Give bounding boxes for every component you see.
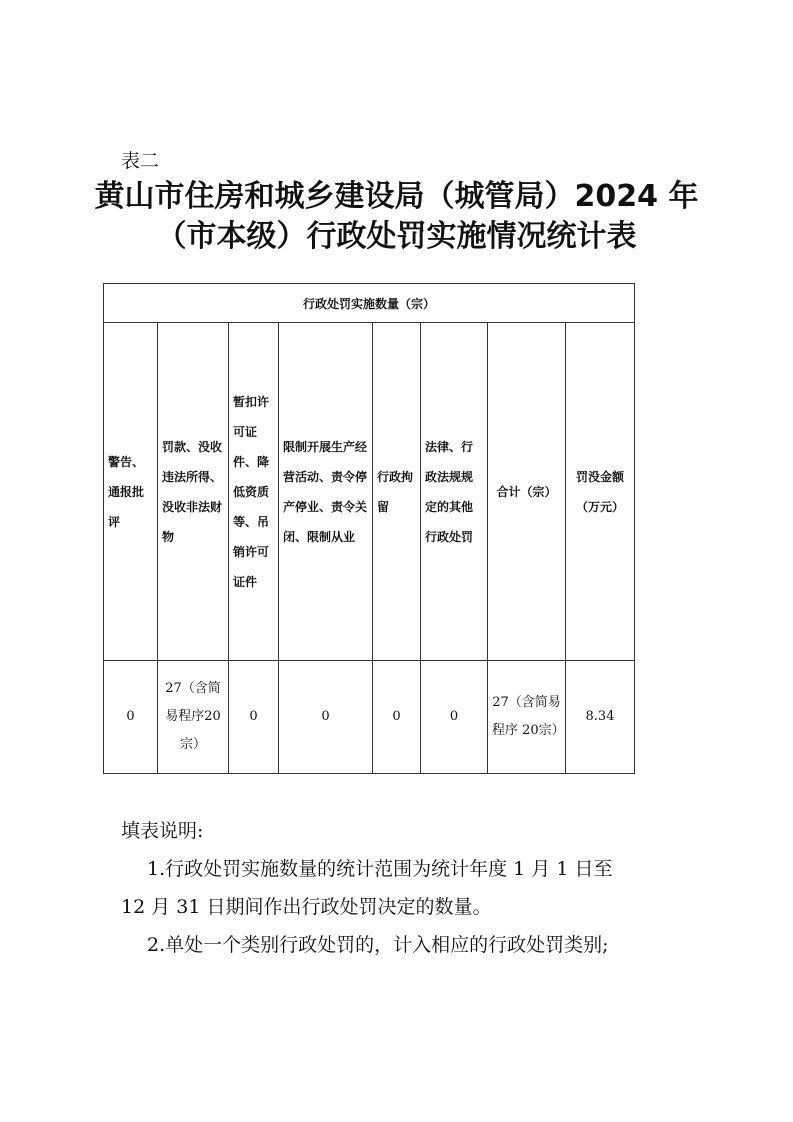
cell-license: 0	[229, 661, 279, 774]
note-item-2: 2.单处一个类别行政处罚的，计入相应的行政处罚类别;	[147, 934, 609, 956]
column-header-amount: 罚没金额（万元）	[566, 323, 635, 661]
cell-other: 0	[421, 661, 488, 774]
cell-fine: 27（含简易程序20宗）	[158, 661, 229, 774]
cell-total: 27（含简易程序 20宗）	[488, 661, 566, 774]
column-header-license: 暂扣许可证件、降低资质等、吊销许可证件	[229, 323, 279, 661]
cell-warning: 0	[104, 661, 158, 774]
note-item-1b: 12 月 31 日期间作出行政处罚决定的数量。	[121, 896, 492, 918]
column-header-total: 合计（宗）	[488, 323, 566, 661]
cell-amount: 8.34	[566, 661, 635, 774]
column-header-fine: 罚款、没收违法所得、没收非法财物	[158, 323, 229, 661]
note-item-1a: 1.行政处罚实施数量的统计范围为统计年度 1 月 1 日至	[147, 858, 613, 880]
notes-heading: 填表说明:	[121, 820, 204, 842]
column-header-warning: 警告、通报批评	[104, 323, 158, 661]
table-row	[104, 661, 635, 774]
cell-restriction: 0	[279, 661, 373, 774]
fill-instructions	[121, 812, 612, 964]
column-header-restriction: 限制开展生产经营活动、责令停产停业、责令关闭、限制从业	[279, 323, 373, 661]
page-title-line1: 黄山市住房和城乡建设局（城管局）2024 年	[94, 179, 699, 214]
statistics-table	[103, 283, 635, 774]
table-number-label: 表二	[121, 150, 160, 172]
page-title-line2: （市本级）行政处罚实施情况统计表	[156, 219, 637, 254]
group-header: 行政处罚实施数量（宗）	[104, 284, 635, 323]
cell-detention: 0	[373, 661, 421, 774]
column-header-other: 法律、行政法规规定的其他行政处罚	[421, 323, 488, 661]
column-header-detention: 行政拘留	[373, 323, 421, 661]
